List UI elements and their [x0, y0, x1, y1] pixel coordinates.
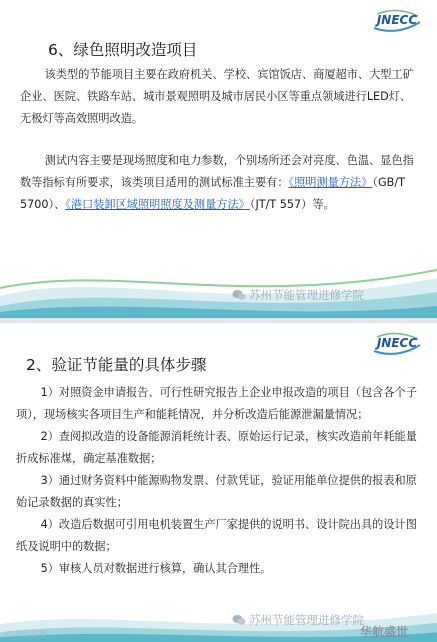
wechat-icon: [232, 614, 246, 626]
slide-title: 2、验证节能量的具体步骤: [26, 356, 207, 374]
corner-watermark: 华航盛世: [360, 625, 409, 639]
jnecc-logo: [371, 8, 423, 34]
slide-title: 6、绿色照明改造项目: [48, 41, 198, 59]
logo-text: JNECC: [376, 336, 418, 350]
steps-list: [16, 382, 422, 580]
slide-verification-steps: [0, 323, 437, 642]
step-item: 5）审核人员对数据进行核算，确认其合理性。: [40, 562, 272, 575]
jnecc-logo: [371, 331, 423, 357]
watermark: [232, 287, 364, 303]
step-item: 2）查阅拟改造的设备能源消耗统计表、原始运行记录，核实改造前年耗能量折成标准煤，确定基准数据；: [16, 430, 417, 465]
paragraph-scope: 该类型的节能项目主要在政府机关、学校、宾馆饭店、商厦超市、大型工矿企业、医院、铁路车站、城市景观照明及城市居民小区等重点领域进行LED灯、无极灯等高效照明改造。: [20, 68, 414, 125]
watermark-text: 苏州节能管理进修学院: [249, 288, 364, 302]
slide-green-lighting: [0, 0, 437, 318]
decorative-wave: [0, 248, 437, 318]
wechat-icon: [232, 289, 246, 301]
paragraph-testing: [20, 150, 422, 216]
standard-code-1: （GB/T 5700）: [20, 176, 405, 211]
ending-text: 等。: [312, 198, 335, 211]
standard-link-port-lighting[interactable]: 《港口装卸区域照明照度及测量方法》: [65, 198, 250, 211]
step-item: 4）改造后数据可引用电机装置生产厂家提供的说明书、设计院出具的设计图纸及说明中的数据；: [16, 518, 417, 553]
standard-link-lighting-measurement[interactable]: 《照明测量方法》: [288, 176, 373, 189]
step-item: 3）通过财务资料中能源购物发票、付款凭证，验证用能单位提供的报表和原始记录数据的真实性；: [16, 474, 417, 509]
testing-intro: 测试内容主要是现场照度和电力参数，个别场所还会对亮度、色温、显色指数等指标有所要求，该类项目适用的测试标准主要有：: [20, 154, 414, 189]
watermark: [232, 612, 364, 628]
watermark-text: 苏州节能管理进修学院: [249, 613, 364, 627]
bottom-left-mark: © 节能管理: [4, 630, 47, 639]
description-paragraph: [20, 64, 422, 130]
logo-text: JNECC: [376, 13, 418, 27]
testing-paragraph: [20, 150, 422, 216]
separator: 、: [54, 198, 66, 211]
standard-code-2: （JT/T 557）: [249, 198, 313, 211]
step-item: 1）对照资金申请报告、可行性研究报告上企业申报改造的项目（包含各个子项），现场核实各项目生产和能耗情况，并分析改造后能源泄漏量情况；: [16, 386, 417, 421]
